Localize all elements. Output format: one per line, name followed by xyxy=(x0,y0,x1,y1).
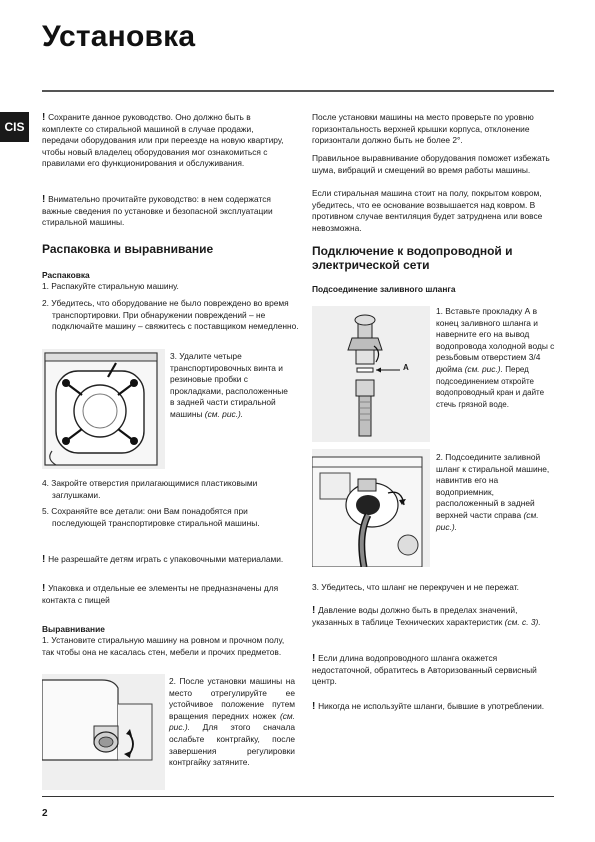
gasket-label: A xyxy=(403,363,409,372)
connect-step-1-ref: (см. рис.). xyxy=(464,363,503,374)
level-check-text: После установки машины на место проверьте по уровню горизонтальность верхней крышки корпуса, отклонение горизонтали должно быть не более 2°. xyxy=(312,112,534,146)
unpack-step-1: 1. Распакуйте стиральную машину. xyxy=(42,281,179,291)
level-benefit-text: Правильное выравнивание оборудования поможет избежать шума, вибраций и смещений во время работы машины. xyxy=(312,153,550,175)
unpack-step-3 xyxy=(170,351,294,421)
warning-water-pressure-text: Давление воды должно быть в пределах значений, указанных в таблице Технических характеристик xyxy=(312,605,518,627)
warning-children: ! Не разрешайте детям играть с упаковочными материалами. xyxy=(42,554,290,566)
page-title: Установка xyxy=(42,20,196,53)
hose-subheading: Подсоединение заливного шланга xyxy=(312,284,456,294)
warning-used-hoses: ! Никогда не используйте шланги, бывшие в употреблении. xyxy=(312,701,558,713)
language-tab: CIS xyxy=(0,112,29,142)
connect-step-1 xyxy=(436,306,556,410)
figure-hose-machine xyxy=(312,449,430,567)
connect-step-2-text: 2. Подсоедините заливной шланг к стиральной машине, навинтив его на водоприемник, расположенный в задней верхней части справа xyxy=(436,452,550,520)
warning-keep-manual: ! Сохраните данное руководство. Оно должно быть в комплекте со стиральной машиной в случае продажи, передачи оборудования или при переезде на новую квартиру, чтобы новый владелец оборудования мог ознакомиться с правилами его функционирования и обслуживания. xyxy=(42,112,290,170)
unpack-step-4: 4. Закройте отверстия прилагающимися пластиковыми заглушками. xyxy=(42,478,258,500)
connection-heading: Подключение к водопроводной и электрической сети xyxy=(312,244,513,272)
connect-step-1-tail: Перед подсоединением откройте водопроводный кран и дайте стечь грязной воде. xyxy=(436,364,545,409)
title-divider xyxy=(42,90,554,92)
warning-water-pressure xyxy=(312,605,558,628)
warning-hose-length: ! Если длина водопроводного шланга окажется недостаточной, обратитесь в Авторизованный сервисный центр. xyxy=(312,653,558,688)
warning-packaging-food: ! Упаковка и отдельные ее элементы не предназначены для контакта с пищей xyxy=(42,583,292,606)
levelling-step-2-tail: Для этого сначала ослабьте контргайку, после завершения регулировки контргайку затяните. xyxy=(169,722,296,768)
unpack-step-5: 5. Сохраняйте все детали: они Вам понадобятся при последующей транспортировке стиральной машины. xyxy=(42,506,260,528)
unpack-step-2: 2. Убедитесь, что оборудование не было повреждено во время транспортировки. При обнаружении повреждений – не подключайте машину – свяжитесь с поставщиком немедленно. xyxy=(42,298,299,332)
connect-step-3: 3. Убедитесь, что шланг не перекручен и не пережат. xyxy=(312,582,519,592)
levelling-step-2-ref: (см. рис.). xyxy=(169,710,295,733)
figure-machine-back xyxy=(42,349,165,469)
unpack-step-3-text: 3. Удалите четыре транспортировочных винта и резиновые пробки с прокладками, расположенные в задней части стиральной машины xyxy=(170,351,288,419)
unpack-heading: Распаковка и выравнивание xyxy=(42,242,214,256)
carpet-note-text: Если стиральная машина стоит на полу, покрытом ковром, убедитесь, что ее основание возвышается над ковром. В противном случае вентиляция будет затруднена или вовсе невозможна. xyxy=(312,188,543,233)
connect-step-1-text: 1. Вставьте прокладку А в конец заливного шланга и наверните его на вывод водопровода холодной воды с резьбовым отверстием 3/4 дюйма xyxy=(436,306,555,374)
figure-tap-hose xyxy=(312,306,430,442)
levelling-subheading: Выравнивание xyxy=(42,624,105,634)
levelling-step-2 xyxy=(169,676,295,769)
page-number: 2 xyxy=(42,808,48,819)
warning-read-manual: ! Внимательно прочитайте руководство: в нем содержатся важные сведения по установке и безопасной эксплуатации стиральной машины. xyxy=(42,194,290,229)
unpack-step-3-ref: (см. рис.). xyxy=(204,408,244,419)
unpack-subheading: Распаковка xyxy=(42,270,90,280)
warning-water-pressure-ref: (см. с. 3). xyxy=(504,616,541,627)
footer-divider xyxy=(42,796,554,797)
connect-step-2-ref: (см. рис.). xyxy=(436,509,539,532)
figure-adjustable-foot xyxy=(42,674,165,790)
connect-step-2 xyxy=(436,452,556,533)
levelling-step-2-text: 2. После установки машины на место отрегулируйте ее устойчивое положение путем вращения передних ножек xyxy=(169,676,295,721)
levelling-step-1: 1. Установите стиральную машину на ровном и прочном полу, так чтобы она не касалась стен, мебели и прочих предметов. xyxy=(42,635,285,657)
